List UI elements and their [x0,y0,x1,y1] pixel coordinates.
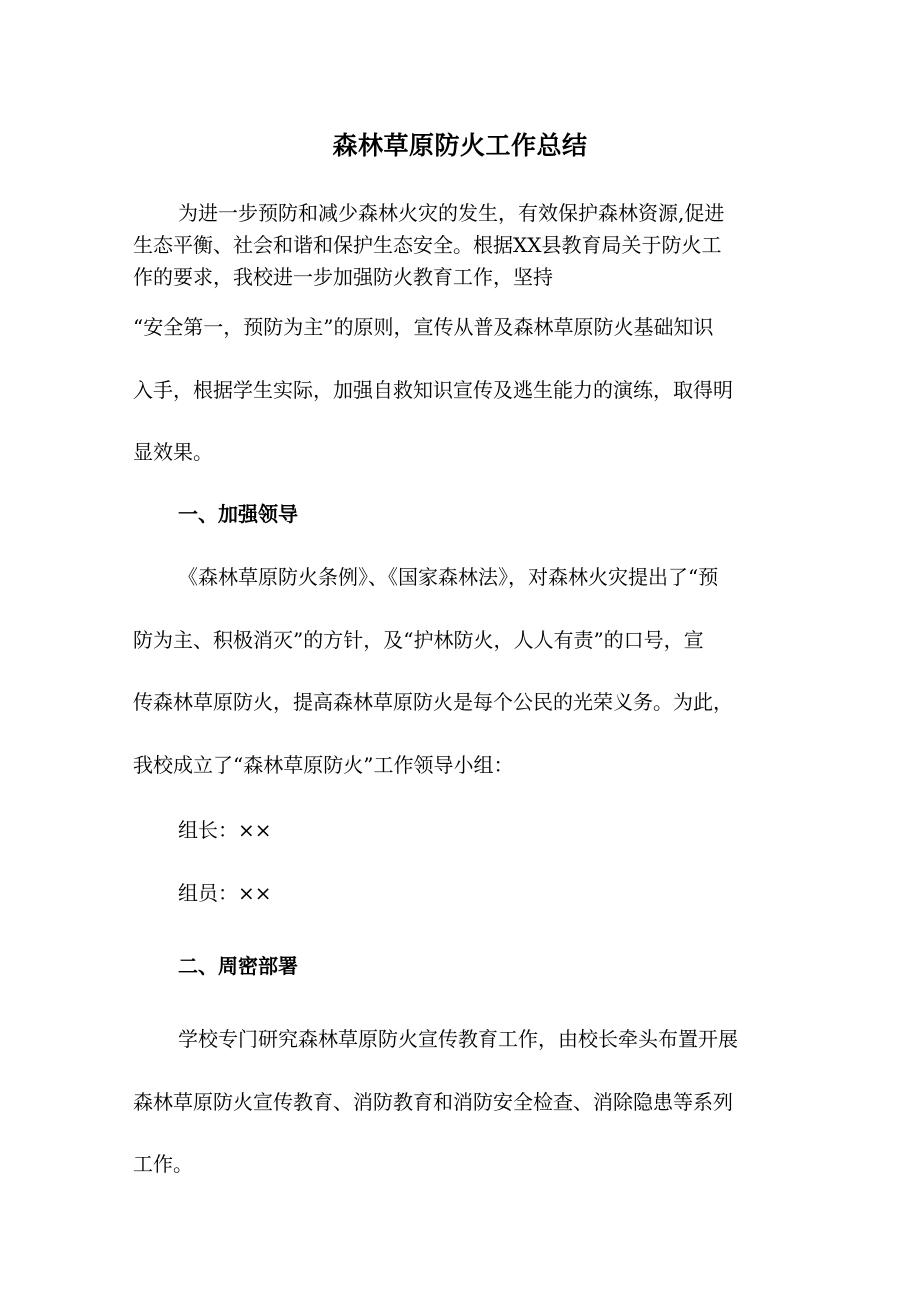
section1-line: 我校成立了“森林草原防火”工作领导小组： [133,752,514,777]
section1-line: 传森林草原防火，提高森林草原防火是每个公民的光荣义务。为此， [133,690,733,714]
intro-continuation-paragraph [133,296,793,484]
intro-paragraph [133,197,793,293]
section1-line: 防为主、积极消灭”的方针，及“护林防火，人人有责”的口号，宣 [133,627,704,652]
section1-line: 《森林草原防火条例》、《国家森林法》，对森林火灾提出了“预 [178,565,719,589]
intro-line: 作的要求，我校进一步加强防火教育工作，坚持 [133,265,553,289]
intro-cont-line: “安全第一，预防为主”的原则，宣传从普及森林草原防火基础知识 [133,315,714,339]
section1-paragraph [133,546,793,796]
section-heading-leadership: 一、加强领导 [178,502,298,526]
intro-line: 为进一步预防和减少森林火灾的发生，有效保护森林资源,促进 [178,201,725,225]
intro-line: 生态平衡、社会和谐和保护生态安全。根据XX县教育局关于防火工 [133,233,722,257]
intro-cont-line: 显效果。 [133,440,213,464]
section2-line: 学校专门研究森林草原防火宣传教育工作，由校长牵头布置开展 [178,1027,738,1051]
section2-line: 森林草原防火宣传教育、消防教育和消防安全检查、消除隐患等系列 [133,1089,733,1114]
section2-line: 工作。 [133,1152,193,1176]
intro-cont-line: 入手，根据学生实际，加强自救知识宣传及逃生能力的演练，取得明 [133,377,733,402]
group-leader: 组长：×× [178,818,272,842]
group-member: 组员：×× [178,881,272,905]
section-heading-deployment: 二、周密部署 [178,954,298,978]
document-title: 森林草原防火工作总结 [332,131,588,160]
section2-paragraph [133,1008,793,1196]
